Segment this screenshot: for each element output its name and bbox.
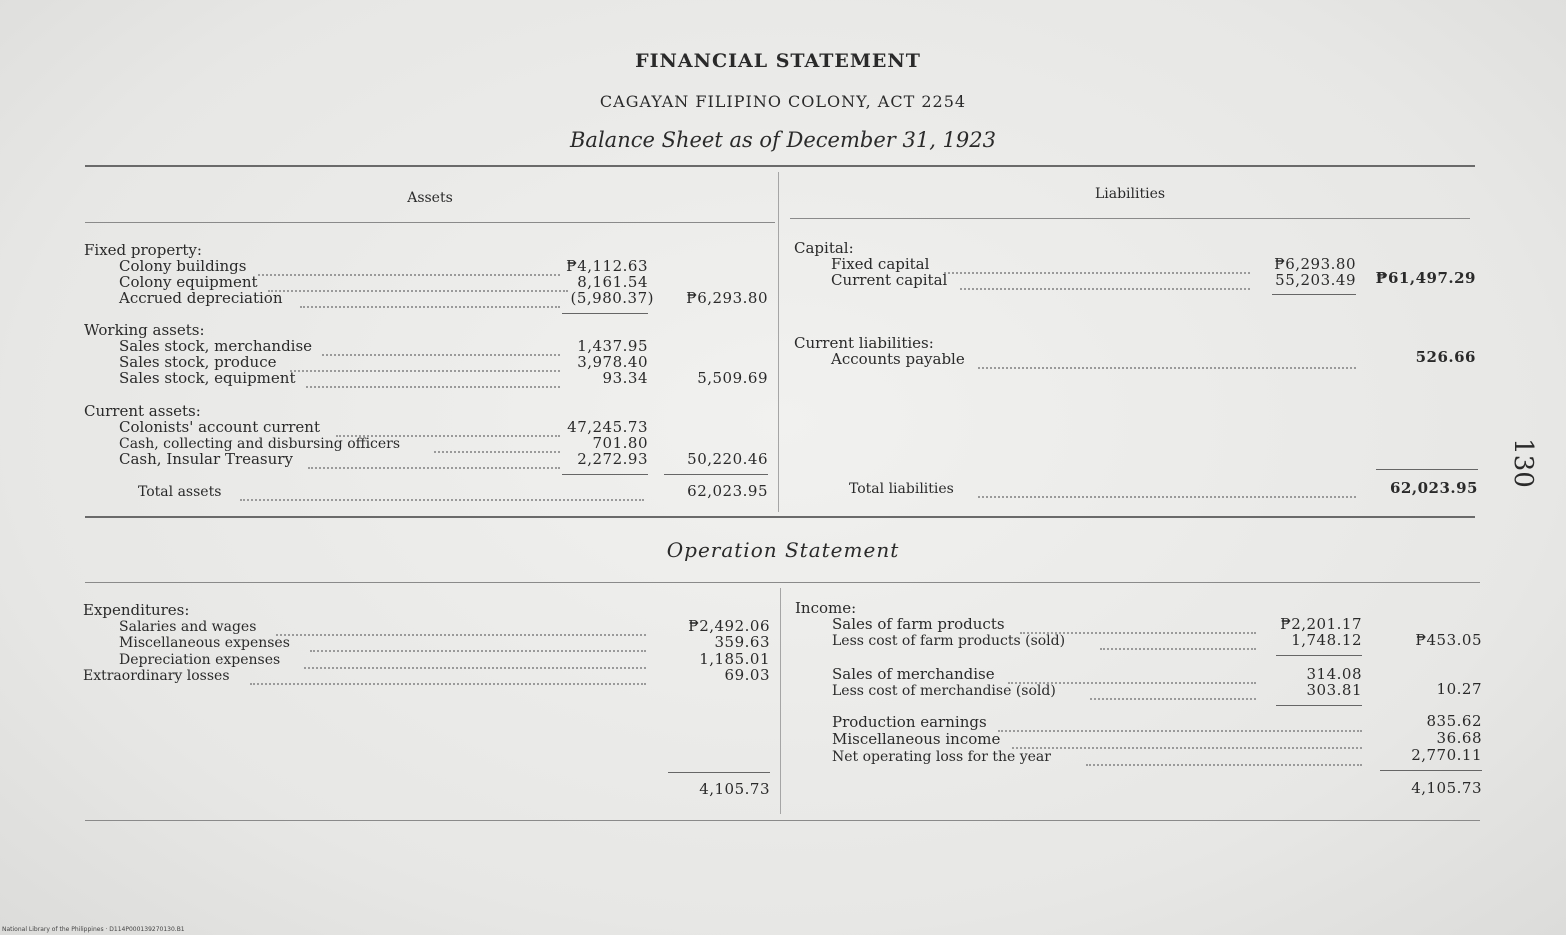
balance-sheet-heading: Balance Sheet as of December 31, 1923 bbox=[570, 128, 996, 152]
income-heading: Income: bbox=[795, 599, 857, 617]
capital-heading: Capital: bbox=[794, 239, 854, 257]
operation-bottom-rule bbox=[85, 820, 1480, 821]
total-liabilities-value: 62,023.95 bbox=[1389, 479, 1478, 497]
asset-line-amount: ₱4,112.63 bbox=[566, 257, 648, 275]
expense-line-label: Depreciation expenses bbox=[119, 652, 281, 668]
asset-line-label: Cash, Insular Treasury bbox=[119, 450, 293, 468]
asset-line-amount: 3,978.40 bbox=[577, 353, 648, 371]
asset-line-label: Sales stock, merchandise bbox=[119, 337, 313, 355]
asset-line-amount: 1,437.95 bbox=[577, 337, 648, 355]
operation-top-rule bbox=[85, 582, 1480, 583]
balance-divider bbox=[778, 172, 779, 512]
leader-dots bbox=[300, 290, 560, 308]
leader-dots bbox=[1086, 748, 1362, 766]
total-rule bbox=[664, 474, 768, 475]
expense-line-amount: ₱2,492.06 bbox=[688, 617, 770, 635]
asset-line-amount: (5,980.37) bbox=[570, 289, 654, 307]
subtotal-rule bbox=[1276, 655, 1362, 656]
expenditures-total: 4,105.73 bbox=[699, 780, 770, 798]
balance-bottom-rule bbox=[85, 516, 1475, 518]
working-assets-total: 5,509.69 bbox=[697, 369, 768, 387]
current-assets-heading: Current assets: bbox=[84, 402, 201, 420]
asset-line-label: Colonists' account current bbox=[119, 418, 320, 436]
income-line-label: Less cost of farm products (sold) bbox=[832, 633, 1066, 649]
income-line-amount: 36.68 bbox=[1436, 729, 1482, 747]
fixed-property-heading: Fixed property: bbox=[84, 241, 202, 259]
leader-dots bbox=[306, 370, 560, 388]
leader-dots bbox=[998, 714, 1362, 732]
total-assets-value: 62,023.95 bbox=[687, 482, 768, 500]
merch-net-amount: 10.27 bbox=[1436, 680, 1482, 698]
income-line-label: Net operating loss for the year bbox=[832, 749, 1051, 765]
colony-subtitle: CAGAYAN FILIPINO COLONY, ACT 2254 bbox=[599, 92, 967, 111]
leader-dots bbox=[960, 272, 1250, 290]
working-assets-heading: Working assets: bbox=[84, 321, 205, 339]
income-line-amount: 835.62 bbox=[1426, 712, 1482, 730]
page-number: 130 bbox=[1507, 438, 1538, 488]
asset-line-amount: 701.80 bbox=[592, 434, 648, 452]
income-line-amount: ₱2,201.17 bbox=[1280, 615, 1362, 633]
total-assets-label: Total assets bbox=[138, 484, 222, 500]
asset-line-label: Cash, collecting and disbursing officers bbox=[119, 436, 401, 452]
asset-line-amount: 93.34 bbox=[602, 369, 648, 387]
subtotal-rule bbox=[1272, 294, 1356, 295]
total-rule bbox=[668, 772, 770, 773]
leader-dots bbox=[978, 351, 1356, 369]
liability-line-label: Accounts payable bbox=[831, 350, 965, 368]
operation-heading: Operation Statement bbox=[666, 538, 900, 562]
expense-line-label: Miscellaneous expenses bbox=[119, 635, 290, 651]
assets-header-rule bbox=[85, 222, 775, 223]
asset-line-label: Sales stock, produce bbox=[119, 353, 277, 371]
asset-line-label: Colony buildings bbox=[119, 257, 247, 275]
income-line-amount: 303.81 bbox=[1306, 681, 1362, 699]
farm-net-amount: ₱453.05 bbox=[1415, 631, 1482, 649]
income-line-amount: 2,770.11 bbox=[1411, 746, 1482, 764]
total-rule bbox=[1376, 469, 1478, 470]
leader-dots bbox=[1100, 632, 1256, 650]
fixed-property-total: ₱6,293.80 bbox=[686, 289, 768, 307]
assets-column-title: Assets bbox=[407, 190, 453, 206]
leader-dots bbox=[250, 667, 646, 685]
asset-line-amount: 2,272.93 bbox=[577, 450, 648, 468]
leader-dots bbox=[1012, 731, 1362, 749]
income-line-label: Less cost of merchandise (sold) bbox=[832, 683, 1056, 699]
income-total: 4,105.73 bbox=[1411, 779, 1482, 797]
current-liabilities-heading: Current liabilities: bbox=[794, 334, 934, 352]
footer-credit: National Library of the Philippines · D114P000139270130.B1 bbox=[2, 926, 185, 933]
income-line-label: Sales of merchandise bbox=[832, 665, 995, 683]
income-line-label: Production earnings bbox=[832, 713, 987, 731]
liability-line-amount: ₱6,293.80 bbox=[1274, 255, 1356, 273]
asset-line-label: Colony equipment bbox=[119, 273, 258, 291]
accounts-payable-amount: 526.66 bbox=[1415, 348, 1476, 366]
asset-line-amount: 8,161.54 bbox=[577, 273, 648, 291]
total-rule bbox=[1380, 770, 1482, 771]
liabilities-column-title: Liabilities bbox=[1094, 186, 1166, 202]
liability-line-label: Fixed capital bbox=[831, 255, 930, 273]
subtotal-rule bbox=[1276, 705, 1362, 706]
income-line-amount: 1,748.12 bbox=[1291, 631, 1362, 649]
leader-dots bbox=[308, 451, 560, 469]
liability-line-label: Current capital bbox=[831, 271, 948, 289]
expenditures-heading: Expenditures: bbox=[83, 601, 190, 619]
capital-total: ₱61,497.29 bbox=[1375, 269, 1476, 287]
expense-line-amount: 1,185.01 bbox=[699, 650, 770, 668]
current-assets-total: 50,220.46 bbox=[687, 450, 768, 468]
statement-title: FINANCIAL STATEMENT bbox=[635, 50, 921, 72]
leader-dots bbox=[1090, 682, 1256, 700]
leader-dots bbox=[978, 480, 1356, 498]
asset-line-label: Sales stock, equipment bbox=[119, 369, 296, 387]
operation-divider bbox=[780, 588, 781, 814]
extraordinary-losses-label: Extraordinary losses bbox=[83, 668, 230, 684]
asset-line-amount: 47,245.73 bbox=[567, 418, 648, 436]
income-line-label: Sales of farm products bbox=[832, 615, 1005, 633]
expense-line-label: Salaries and wages bbox=[119, 619, 257, 635]
total-liabilities-label: Total liabilities bbox=[849, 481, 954, 497]
expense-line-amount: 359.63 bbox=[714, 633, 770, 651]
income-line-label: Miscellaneous income bbox=[832, 730, 1001, 748]
subtotal-rule bbox=[562, 474, 648, 475]
balance-top-rule bbox=[85, 165, 1475, 167]
extraordinary-losses-amount: 69.03 bbox=[724, 666, 770, 684]
leader-dots bbox=[240, 483, 644, 501]
liabilities-header-rule bbox=[790, 218, 1470, 219]
liability-line-amount: 55,203.49 bbox=[1275, 271, 1356, 289]
income-line-amount: 314.08 bbox=[1306, 665, 1362, 683]
leader-dots bbox=[310, 634, 646, 652]
asset-line-label: Accrued depreciation bbox=[119, 289, 283, 307]
subtotal-rule bbox=[562, 313, 648, 314]
